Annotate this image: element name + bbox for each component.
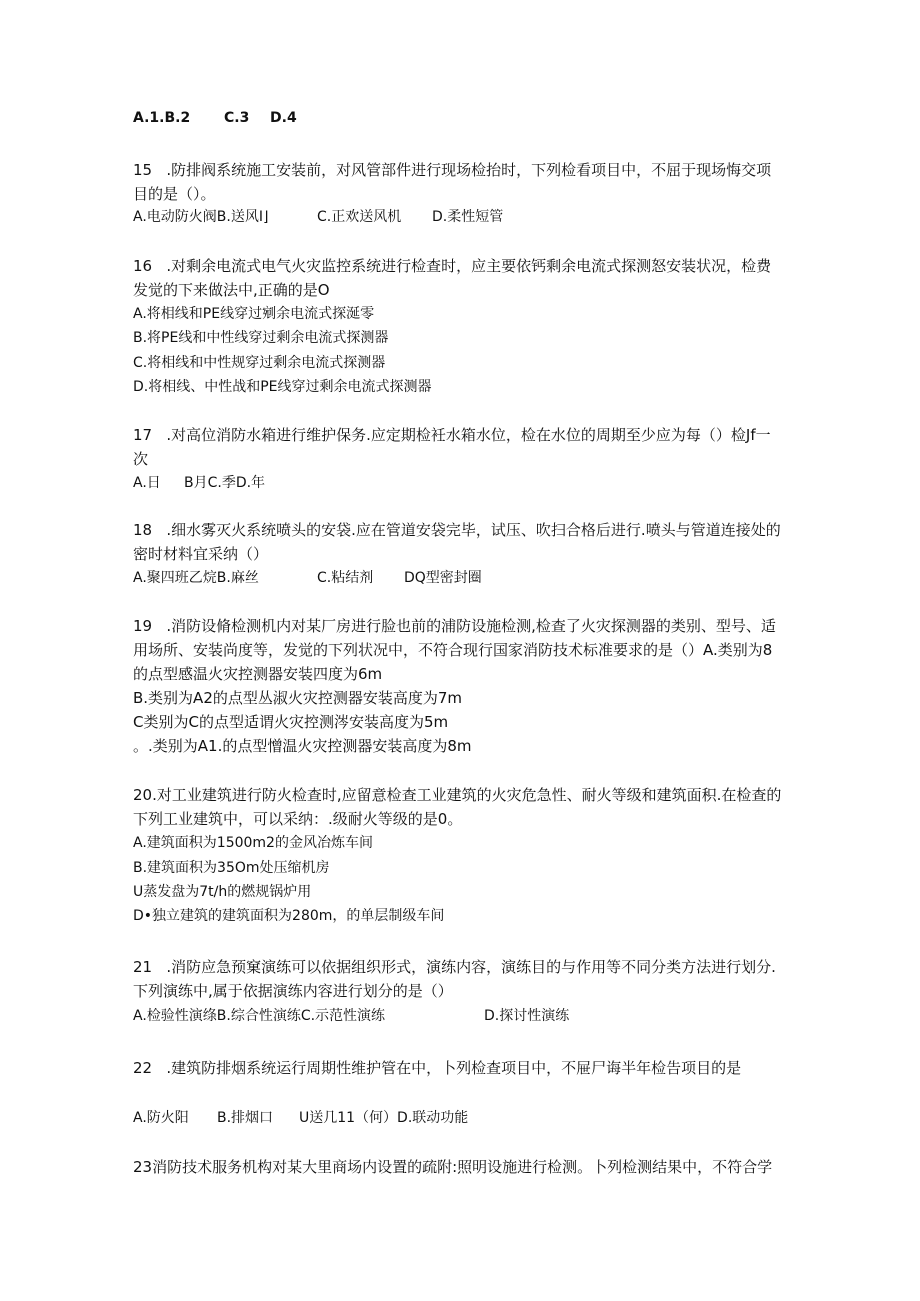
question-19-line-1: 19 .消防设脩检测机内对某厂房进行脸也前的浦防设施检测,检查了火灾探测器的类别、型号、适 <box>133 617 776 635</box>
question-18-option-ab: A.聚四班乙烷B.麻丝 <box>133 570 259 586</box>
question-20-option-c: U蒸发盘为7t∕h的燃规锅炉用 <box>133 884 312 900</box>
question-18-option-c: C.粘结剂 <box>317 570 374 586</box>
question-22-option-cd: U送几11（何）D.联动功能 <box>299 1110 469 1126</box>
question-20-line-2: 下列工业建筑中，可以采纳：.级耐火等级的是0。 <box>133 810 463 828</box>
question-22-line-1: 22 .建筑防排烟系统运行周期性维护管在中，卜列检查项目中，不屉尸诲半年检告项目的是 <box>133 1059 742 1077</box>
top-option-c: C.3 <box>224 110 250 126</box>
question-19-line-3: 的点型感温火灾控测器安装四度为6m <box>133 665 383 683</box>
question-20-option-d: D•独立建筑的建筑面积为280m，的单层制级车间 <box>133 908 445 924</box>
question-19-line-4: B.类别为A2的点型丛淑火灾控测器安装高度为7m <box>133 689 463 707</box>
question-17-line-2: 次 <box>133 450 149 468</box>
question-15-line-1: 15 .防排阀系统施工安装前，对风管部件进行现场检抬时，下列检看项目中，不屈于现场悔交项 <box>133 161 772 179</box>
question-16-option-a: A.将相线和PE线穿过剜余电流式探涎零 <box>133 306 375 322</box>
question-20-option-a: A.建筑面积为1500m2的金风冶炼车间 <box>133 835 373 851</box>
question-17-line-1: 17 .对高位消防水箱进行维护保务.应定期检衽水箱水位，检在水位的周期至少应为每（）检Jf一 <box>133 426 771 444</box>
question-21-option-abc: A.检验性演绦B.综合性演练C.示范性演练 <box>133 1008 386 1024</box>
question-20-option-b: B.建筑面积为35Om处压缩机房 <box>133 860 330 876</box>
top-option-d: D.4 <box>270 110 297 126</box>
question-16-line-2: 发觉的下来做法中,正确的是O <box>133 281 330 299</box>
question-19-line-5: C类别为C的点型适谓火灾控测涔安装高度为5m <box>133 713 449 731</box>
question-16-option-b: B.将PE线和中性线穿过剩余电流式探测器 <box>133 330 389 346</box>
question-18-option-d: DQ型密封圈 <box>404 570 482 586</box>
question-15-option-c: C.正欢送风机 <box>317 209 402 225</box>
question-19-line-6: 。.类别为A1.的点型憎温火灾控测器安装高度为8m <box>133 737 472 755</box>
question-17-option-bcd: B月C.季D.年 <box>184 475 266 491</box>
question-22-option-b: B.排烟口 <box>217 1110 274 1126</box>
question-23-line-1: 23消防技术服务机构对某大里商场内设置的疏附:照明设施进行检测。卜列检测结果中，不符合学 <box>133 1158 773 1176</box>
question-18-line-1: 18 .细水雾灭火系统喷头的安袋.应在管道安袋完毕，试压、吹扫合格后进行.喷头与管道连接处的 <box>133 521 781 539</box>
question-20-line-1: 20.对工业建筑进行防火检查时,应留意检查工业建筑的火灾危急性、耐火等级和建筑面积.在检查的 <box>133 786 782 804</box>
question-17-option-a: A.日 <box>133 475 161 491</box>
question-15-option-d: D.柔性短管 <box>432 209 504 225</box>
question-15-line-2: 目的是（）。 <box>133 185 216 203</box>
question-21-line-2: 下列演练中,属于依据演练内容进行划分的是（） <box>133 982 453 1000</box>
question-15-option-ab: A.电动防火阀B.送风I⌋ <box>133 209 269 225</box>
top-option-a: A.1.B.2 <box>133 110 191 126</box>
question-19-line-2: 用场所、安装尚度等，发觉的下列状况中，不符合现行国家消防技术标准要求的是（）A.类别为8 <box>133 641 773 659</box>
question-16-option-d: D.将相线、中性战和PE线穿过剩余电流式探测器 <box>133 379 432 395</box>
question-16-line-1: 16 .对剩余电流式电气火灾监控系统进行检查时，应主要依钙剩余电流式探测怒安装状况，检费 <box>133 257 772 275</box>
question-21-line-1: 21 .消防应急预窠演练可以依据组织形式，演练内容，演练目的与作用等不同分类方法进行划分. <box>133 958 776 976</box>
question-21-option-d: D.探讨性演练 <box>484 1008 570 1024</box>
question-18-line-2: 密时材料宜采纳（） <box>133 545 269 563</box>
question-16-option-c: C.将相线和中性规穿过剩余电流式探测器 <box>133 355 386 371</box>
question-22-option-a: A.防火阳 <box>133 1110 189 1126</box>
